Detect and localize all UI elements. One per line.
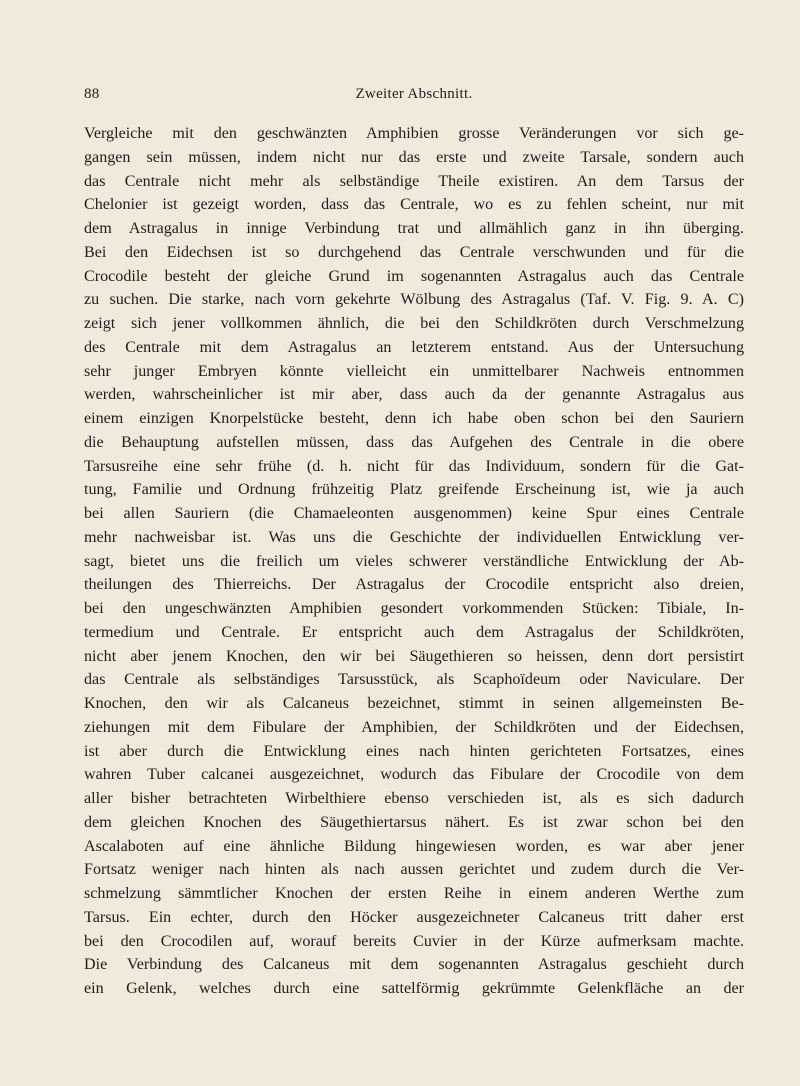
text-line: bei allen Sauriern (die Chamaeleonten ausgenommen) keine Spur eines Centrale <box>84 505 744 522</box>
text-line: wahren Tuber calcanei ausgezeichnet, wodurch das Fibulare der Crocodile von dem <box>84 766 744 784</box>
text-line: Ascalaboten auf eine ähnliche Bildung hingewiesen worden, es war aber jener <box>84 837 744 855</box>
text-line: ziehungen mit dem Fibulare der Amphibien, der Schildkröten und der Eidechsen, <box>84 718 744 736</box>
page-number: 88 <box>84 86 100 102</box>
text-line: ist aber durch die Entwicklung eines nach hinten gerichteten Fortsatzes, eines <box>84 742 744 760</box>
text-line: nicht aber jenem Knochen, den wir bei Säugethieren so heissen, denn dort persistirt <box>84 647 744 665</box>
text-line: Vergleiche mit den geschwänzten Amphibien grosse Veränderungen vor sich ge- <box>84 125 744 142</box>
text-line: mehr nachweisbar ist. Was uns die Geschichte der individuellen Entwicklung ver- <box>84 528 744 546</box>
text-line: gangen sein müssen, indem nicht nur das erste und zweite Tarsale, sondern auch <box>84 148 744 166</box>
running-head: Zweiter Abschnitt. <box>355 86 473 102</box>
text-line: das Centrale nicht mehr als selbständige Theile existiren. An dem Tarsus der <box>84 172 744 190</box>
text-line: tung, Familie und Ordnung frühzeitig Platz greifende Erscheinung ist, wie ja auch <box>84 481 744 499</box>
text-line: bei den ungeschwänzten Amphibien gesondert vorkommenden Stücken: Tibiale, In- <box>84 600 744 617</box>
text-line: dem Astragalus in innige Verbindung trat und allmählich ganz in ihn überging. <box>84 220 744 237</box>
text-line: Knochen, den wir als Calcaneus bezeichnet, stimmt in seinen allgemeinsten Be- <box>84 695 744 712</box>
text-line: zeigt sich jener vollkommen ähnlich, die bei den Schildkröten durch Verschmelzung <box>84 315 744 332</box>
text-line: Tarsus. Ein echter, durch den Höcker ausgezeichneter Calcaneus tritt daher erst <box>84 908 744 926</box>
text-line: Chelonier ist gezeigt worden, dass das Centrale, wo es zu fehlen scheint, nur mit <box>84 196 744 214</box>
text-line: termedium und Centrale. Er entspricht auch dem Astragalus der Schildkröten, <box>84 623 744 641</box>
text-line: Fortsatz weniger nach hinten als nach aussen gerichtet und zudem durch die Ver- <box>84 861 744 879</box>
text-line: ein Gelenk, welches durch eine sattelförmig gekrümmte Gelenkfläche an der <box>84 980 744 997</box>
text-line: Crocodile besteht der gleiche Grund im sogenannten Astragalus auch das Centrale <box>84 267 744 285</box>
text-line: dem gleichen Knochen des Säugethiertarsus nähert. Es ist zwar schon bei den <box>84 813 744 831</box>
text-line: Bei den Eidechsen ist so durchgehend das Centrale verschwunden und für die <box>84 243 744 261</box>
page-header <box>84 86 744 110</box>
text-line: aller bisher betrachteten Wirbelthiere ebenso verschieden ist, als es sich dadurch <box>84 790 744 807</box>
text-line: das Centrale als selbständiges Tarsusstück, als Scaphoïdeum oder Naviculare. Der <box>84 671 744 689</box>
text-line: sehr junger Embryen könnte vielleicht ein unmittelbarer Nachweis entnommen <box>84 362 744 380</box>
text-line: einem einzigen Knorpelstücke besteht, denn ich habe oben schon bei den Sauriern <box>84 410 744 427</box>
text-line: Tarsusreihe eine sehr frühe (d. h. nicht für das Individuum, sondern für die Gat- <box>84 457 744 475</box>
text-line: zu suchen. Die starke, nach vorn gekehrte Wölbung des Astragalus (Taf. V. Fig. 9. A. C) <box>84 291 744 309</box>
body-text <box>84 122 744 1001</box>
text-line: sagt, bietet uns die freilich um vieles schwerer verständliche Entwicklung der Ab- <box>84 552 744 570</box>
text-line: Die Verbindung des Calcaneus mit dem sogenannten Astragalus geschieht durch <box>84 956 744 974</box>
text-line: die Behauptung aufstellen müssen, dass das Aufgehen des Centrale in die obere <box>84 433 744 451</box>
text-line: theilungen des Thierreichs. Der Astragalus der Crocodile entspricht also dreien, <box>84 576 744 594</box>
text-line: schmelzung sämmtlicher Knochen der ersten Reihe in einem anderen Werthe zum <box>84 885 744 902</box>
text-line: des Centrale mit dem Astragalus an letzterem entstand. Aus der Untersuchung <box>84 338 744 356</box>
text-line: werden, wahrscheinlicher ist mir aber, dass auch da der genannte Astragalus aus <box>84 386 744 404</box>
text-line: bei den Crocodilen auf, worauf bereits Cuvier in der Kürze aufmerksam machte. <box>84 932 744 950</box>
